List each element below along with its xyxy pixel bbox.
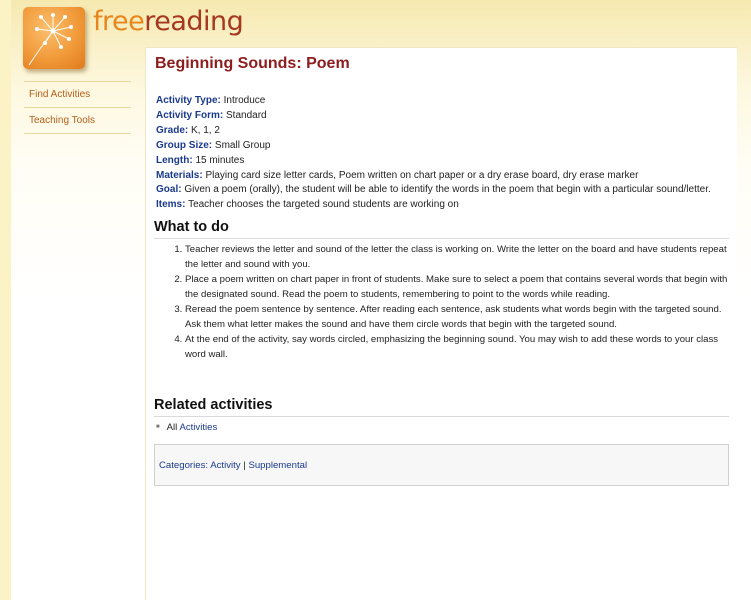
meta-row-grade <box>156 124 711 139</box>
brand-free: free <box>93 6 145 37</box>
meta-value: K, 1, 2 <box>191 124 220 136</box>
steps-list <box>156 243 731 363</box>
sidebar-item-teaching-tools[interactable]: Teaching Tools <box>24 108 131 134</box>
section-divider <box>154 416 729 417</box>
activities-link[interactable]: Activities <box>179 422 218 433</box>
list-item: 1. Teacher reviews the letter and sound of the letter the class is working on. Write the letter on the board and have students repeat the letter and sound with you. <box>185 243 731 272</box>
section-divider <box>154 238 729 239</box>
meta-row-items <box>156 198 711 213</box>
related-activities-heading: Related activities <box>154 397 273 413</box>
category-separator: | <box>243 460 246 471</box>
meta-key: Materials: <box>156 169 203 181</box>
meta-key: Grade: <box>156 124 189 136</box>
list-item: 4. At the end of the activity, say words circled, emphasizing the beginning sound. You may wish to add these words to your class word wall. <box>185 333 731 362</box>
meta-value: Given a poem (orally), the student will be able to identify the words in the poem that begin with a particular sound/letter. <box>184 184 711 196</box>
meta-value: Standard <box>226 109 267 121</box>
related-list <box>156 422 217 433</box>
meta-row-materials <box>156 169 711 184</box>
category-link-supplemental[interactable]: Supplemental <box>248 460 308 471</box>
meta-key: Activity Type: <box>156 95 221 106</box>
meta-key: Items: <box>156 199 186 211</box>
brand-reading: reading <box>144 6 244 37</box>
meta-value: 15 minutes <box>195 154 245 166</box>
what-to-do-heading: What to do <box>154 219 229 235</box>
meta-key: Length: <box>156 154 193 166</box>
dandelion-logo-icon[interactable] <box>23 7 85 69</box>
meta-row-length <box>156 154 711 169</box>
meta-value: Introduce <box>223 95 266 106</box>
sidebar-item-find-activities[interactable]: Find Activities <box>24 82 131 108</box>
list-item: 2. Place a poem written on chart paper in front of students. Make sure to select a poem that contains several words that begin with the designated sound. Read the poem to students, remembering to point to the words while reading. <box>185 273 731 302</box>
meta-row-activity-type <box>156 94 711 109</box>
activity-meta <box>156 94 711 213</box>
meta-key: Group Size: <box>156 139 213 151</box>
meta-key: Activity Form: <box>156 109 224 121</box>
meta-row-group-size <box>156 139 711 154</box>
list-item: 3. Reread the poem sentence by sentence. After reading each sentence, ask students what words begin with the targeted sound. Ask them what letter makes the sound and have them circle words that begin with the targeted sound. <box>185 303 731 332</box>
categories-box <box>154 444 729 486</box>
meta-value: Teacher chooses the targeted sound students are working on <box>188 199 459 211</box>
meta-value: Playing card size letter cards, Poem written on chart paper or a dry erase board, dry erase marker <box>205 169 639 181</box>
meta-row-goal <box>156 183 711 198</box>
brand-wordmark[interactable] <box>93 6 243 37</box>
categories-label-link[interactable]: Categories: <box>159 460 209 471</box>
list-item <box>156 422 217 433</box>
meta-row-activity-form <box>156 109 711 124</box>
main-content <box>145 47 737 600</box>
page-title: Beginning Sounds: Poem <box>155 55 350 72</box>
category-link-activity[interactable]: Activity <box>210 460 241 471</box>
meta-key: Goal: <box>156 184 182 196</box>
related-prefix: All <box>166 422 178 433</box>
sidebar-nav <box>24 81 131 134</box>
meta-value: Small Group <box>214 139 271 151</box>
